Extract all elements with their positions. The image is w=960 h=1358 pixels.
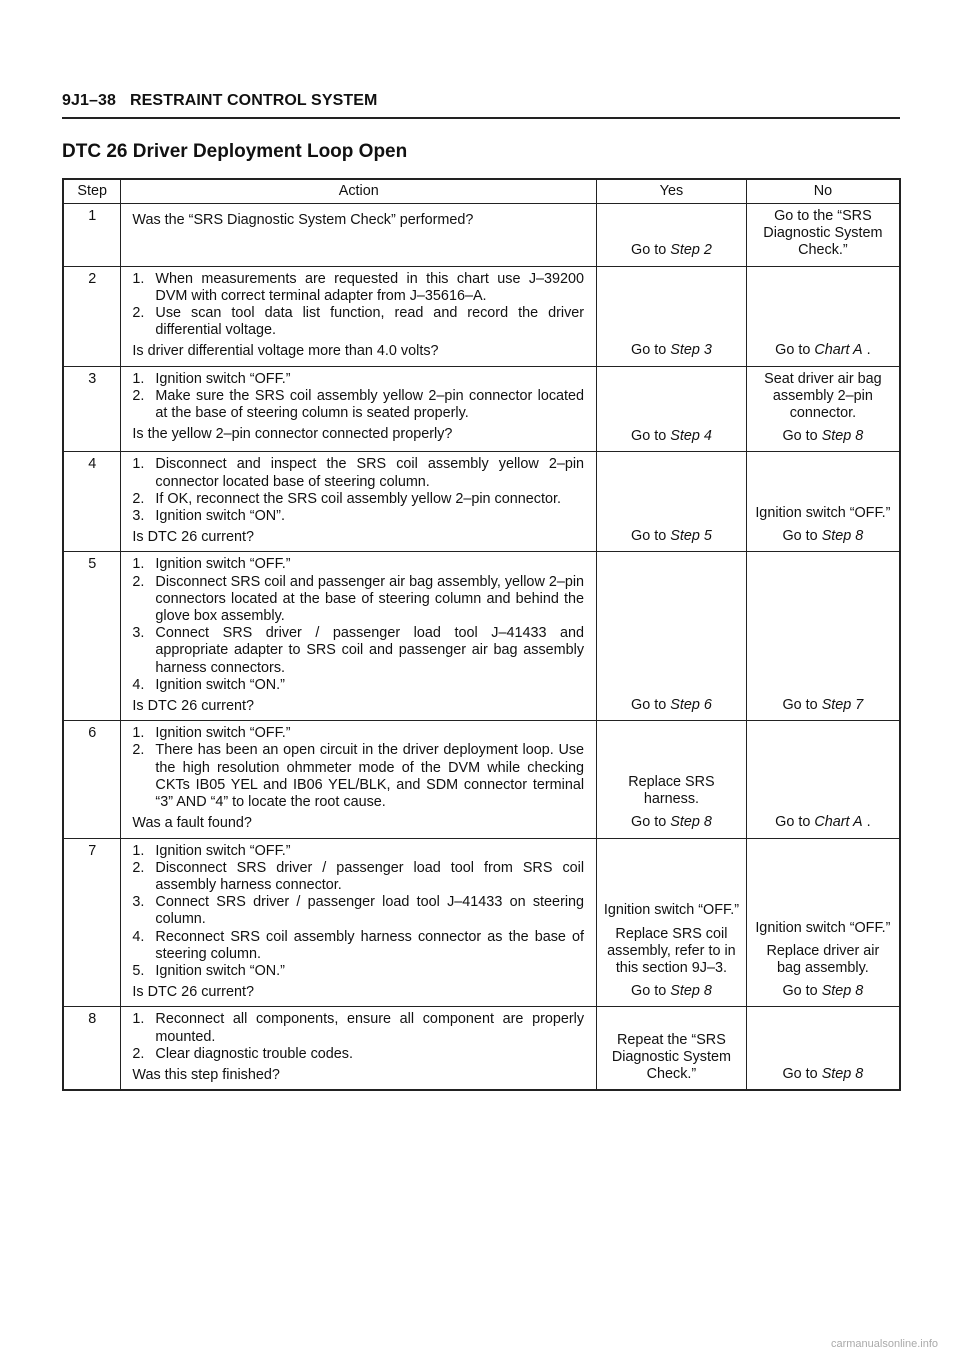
outcome-text: Go to (782, 428, 822, 445)
outcome-text: Go to (782, 528, 822, 545)
substep-item (132, 963, 584, 980)
substep-number: 4. (132, 928, 145, 945)
substep-number: 1. (132, 725, 145, 742)
table-row (63, 552, 900, 721)
document-title: DTC 26 Driver Deployment Loop Open (62, 141, 408, 162)
table-row (63, 1007, 900, 1090)
outcome-text: Go to (631, 242, 671, 259)
substep-number: 3. (132, 625, 145, 642)
substep-item (132, 388, 584, 422)
step-number: 4 (63, 452, 121, 552)
no-cell-line (753, 371, 893, 423)
outcome-text: Seat driver air bag assembly 2–pin connector. (764, 370, 882, 422)
no-cell-line (753, 428, 893, 445)
action-cell (121, 838, 597, 1007)
column-header-yes: Yes (597, 179, 747, 204)
watermark: carmanualsonline.info (830, 1338, 938, 1350)
step-question: Was a fault found? (132, 815, 252, 832)
substep-text: Ignition switch “OFF.” (155, 556, 291, 573)
yes-cell-line (603, 342, 740, 359)
substep-item (132, 725, 584, 742)
substep-number: 2. (132, 305, 145, 322)
yes-cell (597, 366, 747, 452)
substep-text: Ignition switch “OFF.” (155, 725, 291, 742)
substep-item (132, 456, 584, 490)
yes-cell (597, 204, 747, 267)
table-header-row (63, 179, 900, 204)
substep-text: Reconnect SRS coil assembly harness connector as the base of steering column. (155, 928, 585, 962)
page-header (62, 92, 377, 110)
step-reference: Step 8 (821, 528, 864, 545)
step-reference: Step 8 (821, 428, 864, 445)
column-header-action: Action (121, 179, 597, 204)
yes-cell-line (603, 242, 740, 259)
action-cell (121, 452, 597, 552)
outcome-text: Go to the “SRS Diagnostic System Check.” (763, 208, 883, 259)
substep-text: Ignition switch “ON”. (155, 508, 285, 525)
outcome-text: Go to (775, 814, 815, 831)
outcome-text: Go to (782, 697, 822, 714)
step-question: Was the “SRS Diagnostic System Check” performed? (132, 212, 474, 228)
substep-text: Disconnect and inspect the SRS coil assembly yellow 2–pin connector located base of steering column. (155, 456, 585, 490)
yes-cell-line (603, 774, 740, 808)
table-row (63, 266, 900, 366)
substep-text: Disconnect SRS driver / passenger load tool from SRS coil assembly harness connector. (155, 859, 585, 893)
action-cell (121, 366, 597, 452)
outcome-text: Ignition switch “OFF.” (603, 902, 739, 919)
substep-number: 2. (132, 859, 145, 876)
substep-number: 2. (132, 490, 145, 507)
yes-cell-line (603, 428, 740, 445)
substep-list (132, 725, 584, 811)
action-cell (121, 721, 597, 838)
outcome-text: Go to (782, 983, 822, 1000)
diagnostic-table (62, 178, 901, 1091)
substep-number: 1. (132, 842, 145, 859)
substep-item (132, 508, 584, 525)
outcome-text: Replace SRS coil assembly, refer to in this section 9J–3. (607, 925, 736, 976)
step-number: 1 (63, 204, 121, 267)
yes-cell-line (603, 926, 740, 978)
substep-number: 2. (132, 573, 145, 590)
step-number: 5 (63, 552, 121, 721)
action-cell (121, 204, 597, 267)
substep-text: Ignition switch “ON.” (155, 962, 285, 979)
step-question: Is driver differential voltage more than 4.0 volts? (132, 343, 439, 360)
substep-item (132, 556, 584, 573)
step-reference: Step 2 (670, 242, 712, 259)
header-rule (62, 117, 900, 119)
yes-cell (597, 1007, 747, 1090)
no-cell-line (753, 505, 893, 522)
section-title: RESTRAINT CONTROL SYSTEM (130, 92, 378, 109)
substep-item (132, 1046, 584, 1063)
substep-text: Clear diagnostic trouble codes. (155, 1045, 354, 1062)
no-cell (746, 204, 900, 267)
table-row (63, 366, 900, 452)
substep-text: Ignition switch “OFF.” (155, 842, 291, 859)
substep-number: 4. (132, 676, 145, 693)
yes-cell-line (603, 1032, 740, 1084)
substep-item (132, 677, 584, 694)
substep-number: 3. (132, 508, 145, 525)
yes-cell-line (603, 902, 740, 919)
no-cell (746, 721, 900, 838)
substep-text: Use scan tool data list function, read and record the driver differential voltage. (155, 305, 585, 339)
yes-cell-line (603, 814, 740, 831)
substep-item (132, 929, 584, 963)
substep-text: Ignition switch “ON.” (155, 676, 285, 693)
substep-number: 1. (132, 456, 145, 473)
yes-cell (597, 721, 747, 838)
page-code: 9J1–38 (62, 92, 116, 109)
outcome-text: Go to (631, 428, 671, 445)
substep-item (132, 625, 584, 677)
no-cell (746, 1007, 900, 1090)
substep-list (132, 371, 584, 423)
no-cell-line (753, 697, 893, 714)
substep-item (132, 894, 584, 928)
no-cell-line (753, 983, 893, 1000)
step-question: Was this step finished? (132, 1066, 280, 1083)
step-number: 7 (63, 838, 121, 1007)
substep-item (132, 742, 584, 811)
no-cell (746, 552, 900, 721)
substep-number: 1. (132, 370, 145, 387)
outcome-text: . (862, 814, 871, 831)
substep-item (132, 371, 584, 388)
yes-cell-line (603, 528, 740, 545)
step-reference: Step 8 (670, 814, 712, 831)
substep-number: 5. (132, 962, 145, 979)
yes-cell (597, 552, 747, 721)
substep-item (132, 843, 584, 860)
outcome-text: Go to (631, 342, 671, 359)
substep-number: 3. (132, 894, 145, 911)
step-number: 2 (63, 266, 121, 366)
step-reference: Step 8 (821, 983, 864, 1000)
step-reference: Step 5 (670, 528, 712, 545)
substep-number: 2. (132, 742, 145, 759)
substep-list (132, 1011, 584, 1063)
table-row (63, 452, 900, 552)
no-cell-line (753, 814, 893, 831)
outcome-text: Go to (631, 697, 671, 714)
no-cell (746, 266, 900, 366)
step-reference: Step 4 (670, 428, 712, 445)
substep-item (132, 1011, 584, 1045)
substep-text: Make sure the SRS coil assembly yellow 2–pin connector located at the base of steering column is seated properly. (155, 387, 585, 422)
outcome-text: Go to (631, 814, 671, 831)
yes-cell (597, 266, 747, 366)
substep-list (132, 271, 584, 340)
outcome-text: Ignition switch “OFF.” (755, 919, 891, 936)
substep-text: When measurements are requested in this chart use J–39200 DVM with correct terminal adapter from J–35616–A. (155, 270, 585, 304)
step-number: 6 (63, 721, 121, 838)
outcome-text: Ignition switch “OFF.” (755, 505, 891, 522)
substep-text: Disconnect SRS coil and passenger air bag assembly, yellow 2–pin connectors located at the base of steering column and behind the glove box assembly. (155, 573, 585, 625)
no-cell (746, 452, 900, 552)
column-header-no: No (746, 179, 900, 204)
outcome-text: Go to (775, 342, 815, 359)
substep-text: If OK, reconnect the SRS coil assembly yellow 2–pin connector. (155, 490, 561, 507)
substep-item (132, 491, 584, 508)
substep-item (132, 271, 584, 305)
outcome-text: Replace driver air bag assembly. (766, 942, 880, 976)
no-cell-line (753, 528, 893, 545)
substep-number: 1. (132, 556, 145, 573)
step-reference: Step 7 (821, 697, 864, 714)
substep-text: Connect SRS driver / passenger load tool J–41433 and appropriate adapter to SRS coil and passenger air bag assembly harness connectors. (155, 625, 585, 676)
outcome-text: Repeat the “SRS Diagnostic System Check.” (611, 1031, 731, 1082)
outcome-text: Go to (631, 983, 671, 1000)
substep-text: There has been an open circuit in the driver deployment loop. Use the high resolution ohmmeter mode of the DVM while checking CKTs IB05 YEL and IB06 YEL/BLK, and SDM connector terminal “3” AND “4” to locate the root cause. (155, 742, 585, 811)
no-cell-line (753, 208, 893, 260)
table-row (63, 204, 900, 267)
yes-cell-line (603, 697, 740, 714)
step-question: Is DTC 26 current? (132, 529, 254, 546)
substep-number: 1. (132, 270, 145, 287)
yes-cell (597, 838, 747, 1007)
substep-list (132, 456, 584, 525)
table-row (63, 721, 900, 838)
step-reference: Step 8 (670, 983, 712, 1000)
yes-cell-line (603, 983, 740, 1000)
substep-item (132, 574, 584, 626)
no-cell-line (753, 1066, 893, 1083)
step-question: Is DTC 26 current? (132, 698, 254, 715)
substep-list (132, 843, 584, 981)
substep-number: 1. (132, 1011, 145, 1028)
step-reference: Step 8 (821, 1065, 864, 1082)
outcome-text: Go to (631, 528, 671, 545)
action-cell (121, 1007, 597, 1090)
no-cell-line (753, 920, 893, 937)
step-question: Is the yellow 2–pin connector connected properly? (132, 426, 453, 443)
outcome-text: Replace SRS harness. (628, 773, 715, 808)
column-header-step: Step (63, 179, 121, 204)
action-cell (121, 552, 597, 721)
step-reference: Step 6 (670, 697, 712, 714)
no-cell (746, 366, 900, 452)
substep-item (132, 860, 584, 894)
no-cell-line (753, 342, 893, 359)
no-cell-line (753, 943, 893, 977)
substep-list (132, 556, 584, 694)
yes-cell (597, 452, 747, 552)
step-reference: Chart A (814, 342, 863, 359)
substep-number: 2. (132, 387, 145, 404)
outcome-text: Go to (782, 1065, 822, 1082)
step-question: Is DTC 26 current? (132, 984, 254, 1001)
table-row (63, 838, 900, 1007)
substep-number: 2. (132, 1045, 145, 1062)
action-cell (121, 266, 597, 366)
substep-text: Reconnect all components, ensure all component are properly mounted. (155, 1011, 585, 1045)
substep-item (132, 305, 584, 339)
no-cell (746, 838, 900, 1007)
table-body (63, 204, 900, 1091)
step-reference: Step 3 (670, 342, 712, 359)
step-reference: Chart A (814, 814, 863, 831)
step-number: 3 (63, 366, 121, 452)
step-number: 8 (63, 1007, 121, 1090)
substep-text: Ignition switch “OFF.” (155, 370, 291, 387)
substep-text: Connect SRS driver / passenger load tool J–41433 on steering column. (155, 894, 585, 928)
outcome-text: . (862, 342, 871, 359)
